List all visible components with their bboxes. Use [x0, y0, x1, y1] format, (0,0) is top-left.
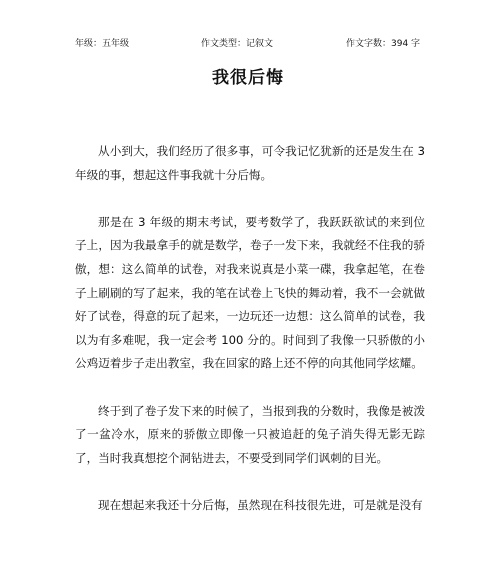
essay-body	[75, 140, 425, 541]
word-count-label: 作文字数：394 字	[346, 39, 421, 49]
document-meta-row	[0, 37, 496, 51]
essay-title: 我很后悔	[212, 68, 284, 88]
essay-paragraph-4: 现在想起来我还十分后悔，虽然现在科技很先进，可是就是没有	[98, 497, 423, 512]
essay-paragraph-3: 终于到了卷子发下来的时候了，当报到我的分数时，我像是被泼了一盆冷水，原来的骄傲立即像一只被追赶的兔子消失得无影无踪了，当时我真想挖个洞钻进去，不要受到同学们讽刺的目光。	[75, 403, 425, 465]
essay-paragraph-2: 那是在 3 年级的期末考试，要考数学了，我跃跃欲试的来到位子上，因为我最拿手的就是数学，卷子一发下来，我就经不住我的骄傲，想：这么简单的试卷，对我来说真是小菜一碟，我拿起笔，在卷子上刷刷的写了起来，我的笔在试卷上飞快的舞动着，我不一会就做好了试卷，得意的玩了起来，一边玩还一边想：这么简单的试卷，我以为有多难呢，我一定会考 100 分的。时间到了我像一只骄傲的小公鸡迈着步子走出教室，我在回家的路上还不停的向其他同学炫耀。	[75, 214, 425, 371]
essay-type-label: 作文类型：记叙文	[201, 39, 274, 49]
essay-paragraph-1: 从小到大，我们经历了很多事，可令我记忆犹新的还是发生在 3 年级的事，想起这件事我就十分后悔。	[75, 144, 425, 182]
grade-label: 年级：五年级	[75, 39, 130, 49]
